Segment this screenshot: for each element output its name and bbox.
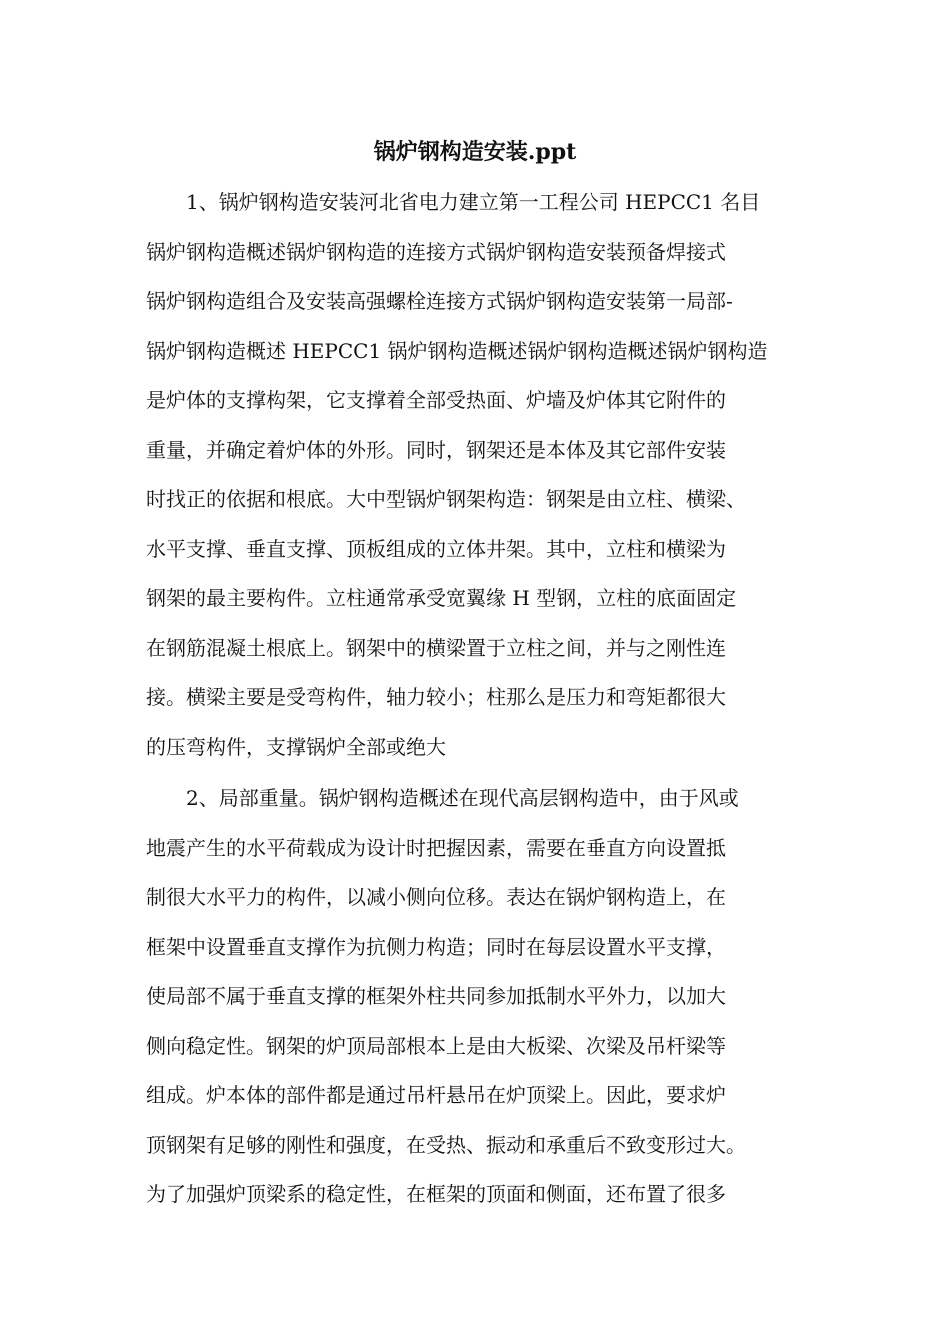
text-line: 锅炉钢构造概述 HEPCC1 锅炉钢构造概述锅炉钢构造概述锅炉钢构造 <box>146 338 768 363</box>
text-line: 是炉体的支撑构架，它支撑着全部受热面、炉墙及炉体其它附件的 <box>146 388 726 412</box>
text-line: 在钢筋混凝土根底上。钢架中的横梁置于立柱之间，并与之刚性连 <box>146 635 726 660</box>
paragraph-2 <box>146 774 826 1220</box>
text-line: 锅炉钢构造概述锅炉钢构造的连接方式锅炉钢构造安装预备焊接式 <box>146 239 726 264</box>
text-line: 锅炉钢构造组合及安装高强螺栓连接方式锅炉钢构造安装第一局部- <box>146 289 733 313</box>
text-line: 钢架的最主要构件。立柱通常承受宽翼缘 H 型钢，立柱的底面固定 <box>146 586 737 610</box>
text-line: 水平支撑、垂直支撑、顶板组成的立体井架。其中，立柱和横梁为 <box>146 536 726 561</box>
text-line: 接。横梁主要是受弯构件，轴力较小；柱那么是压力和弯矩都很大 <box>146 685 726 709</box>
text-line: 使局部不属于垂直支撑的框架外柱共同参加抵制水平外力，以加大 <box>146 984 726 1008</box>
text-line: 组成。炉本体的部件都是通过吊杆悬吊在炉顶梁上。因此，要求炉 <box>146 1083 726 1107</box>
text-line: 框架中设置垂直支撑作为抗侧力构造；同时在每层设置水平支撑， <box>146 934 726 959</box>
document-title: 锅炉钢构造安装.ppt <box>373 139 577 165</box>
text-line: 制很大水平力的构件，以减小侧向位移。表达在锅炉钢构造上，在 <box>146 885 726 909</box>
text-line: 1、锅炉钢构造安装河北省电力建立第一工程公司 HEPCC1 名目 <box>186 190 761 214</box>
text-line: 侧向稳定性。钢架的炉顶局部根本上是由大板梁、次梁及吊杆梁等 <box>146 1033 726 1058</box>
text-line: 的压弯构件，支撑锅炉全部或绝大 <box>146 734 446 759</box>
text-line: 时找正的依据和根底。大中型锅炉钢架构造：钢架是由立柱、横梁、 <box>146 487 746 511</box>
text-line: 顶钢架有足够的刚性和强度，在受热、振动和承重后不致变形过大。 <box>146 1132 746 1157</box>
text-line: 2、局部重量。锅炉钢构造概述在现代高层钢构造中，由于风或 <box>186 786 739 810</box>
text-line: 重量，并确定着炉体的外形。同时，钢架还是本体及其它部件安装 <box>146 437 726 462</box>
paragraph-1 <box>146 178 826 772</box>
text-line: 地震产生的水平荷载成为设计时把握因素，需要在垂直方向设置抵 <box>146 835 726 860</box>
text-line: 为了加强炉顶梁系的稳定性，在框架的顶面和侧面，还布置了很多 <box>146 1182 726 1206</box>
